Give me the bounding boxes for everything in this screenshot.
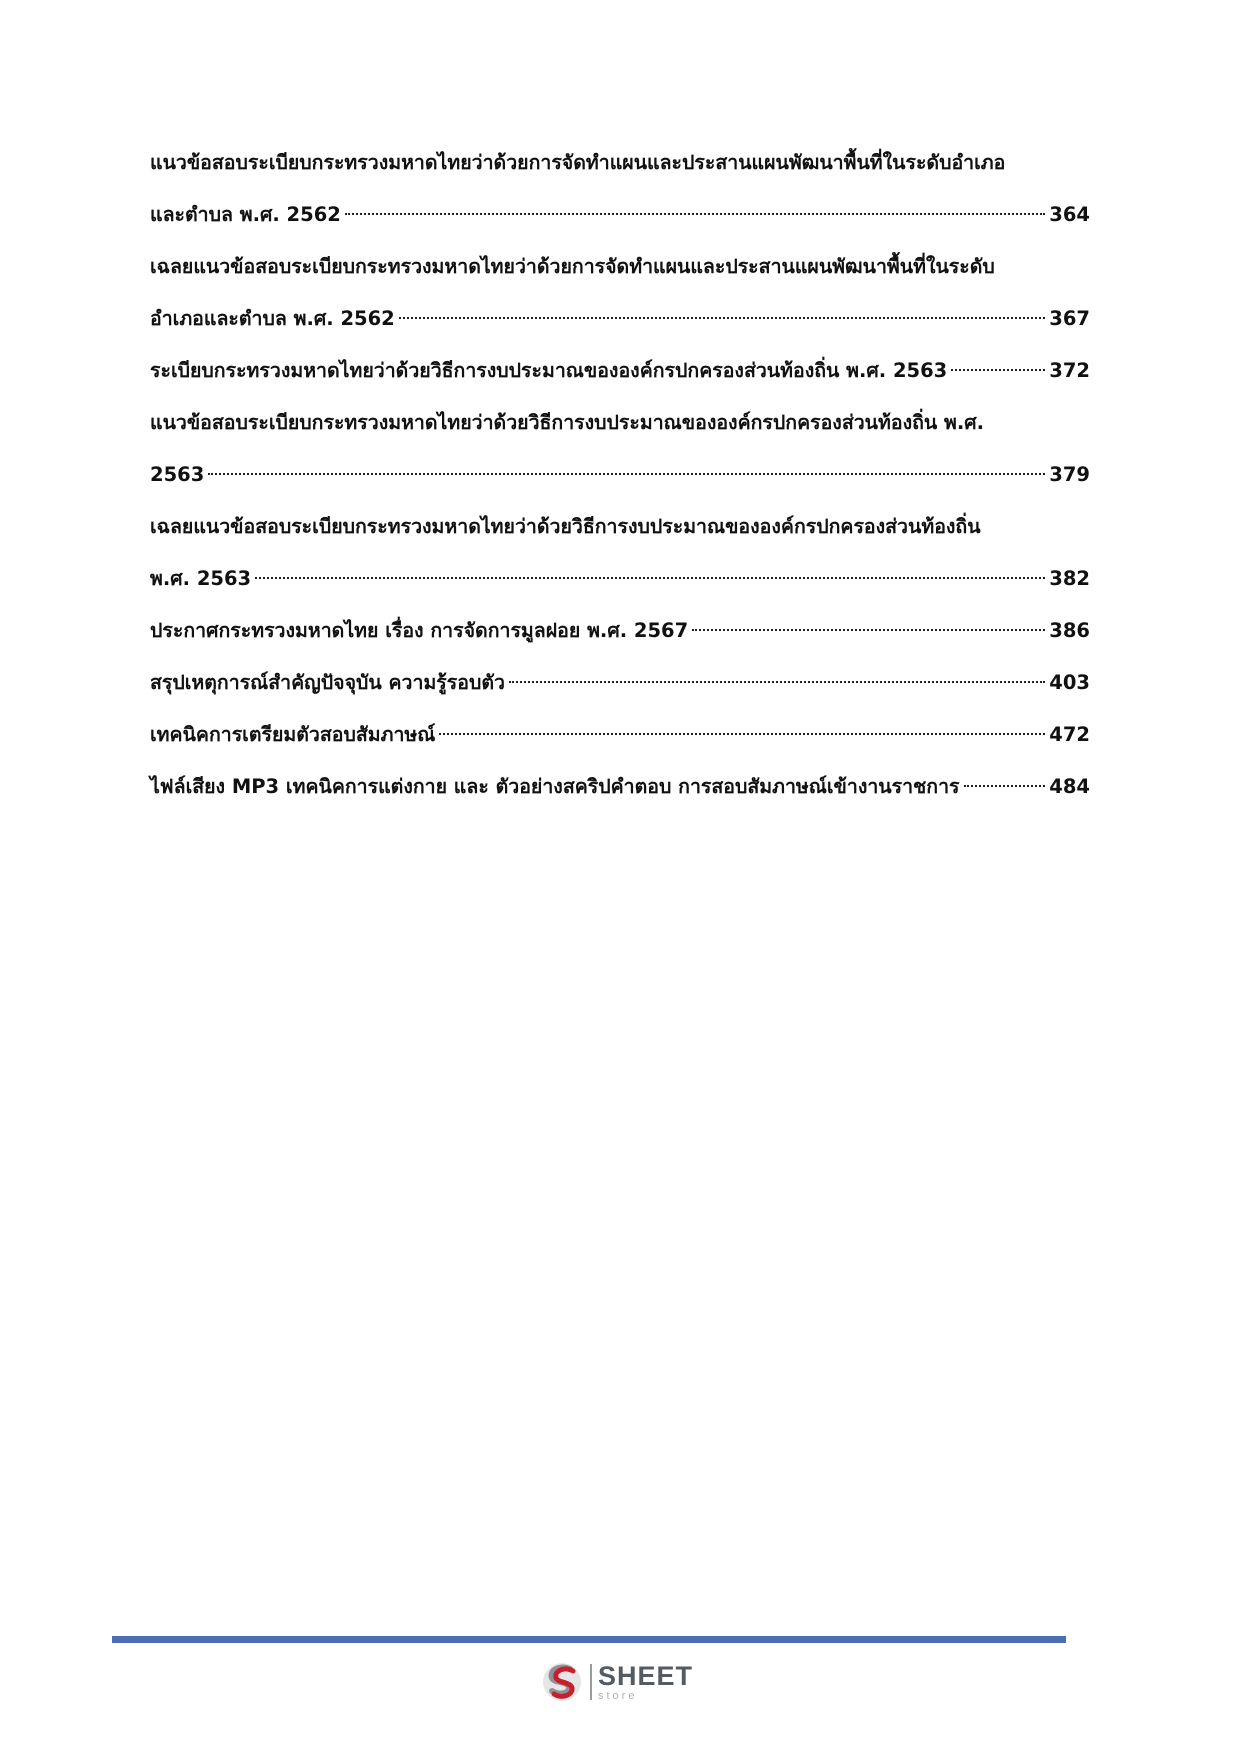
dot-leader — [255, 577, 1045, 579]
toc-line — [150, 146, 1090, 180]
toc-page-number: 386 — [1049, 619, 1090, 642]
toc-line — [150, 250, 1090, 284]
toc-line — [150, 302, 1090, 336]
toc-entry[interactable] — [150, 406, 1090, 492]
toc-line — [150, 562, 1090, 596]
footer-divider — [112, 1636, 1066, 1643]
toc-entry-title: และตำบล พ.ศ. 2562 — [150, 203, 341, 226]
toc-line — [150, 770, 1090, 804]
dot-leader — [509, 681, 1045, 683]
toc-entry-title: แนวข้อสอบระเบียบกระทรวงมหาดไทยว่าด้วยการจัดทำแผนและประสานแผนพัฒนาพื้นที่ในระดับอำเภอ — [150, 151, 1006, 174]
logo-subtext: store — [598, 1689, 638, 1702]
toc-page-number: 367 — [1049, 307, 1090, 330]
toc-entry-title: เฉลยแนวข้อสอบระเบียบกระทรวงมหาดไทยว่าด้วยการจัดทำแผนและประสานแผนพัฒนาพื้นที่ในระดับ — [150, 255, 995, 278]
toc-entry-title: 2563 — [150, 463, 205, 486]
toc-page-number: 372 — [1049, 359, 1090, 382]
toc-page-number: 472 — [1049, 723, 1090, 746]
toc-entry-title: เทคนิคการเตรียมตัวสอบสัมภาษณ์ — [150, 723, 436, 746]
dot-leader — [439, 733, 1045, 735]
dot-leader — [208, 473, 1045, 475]
toc-entry-title: พ.ศ. 2563 — [150, 567, 252, 590]
dot-leader — [345, 213, 1045, 215]
toc-entry[interactable] — [150, 770, 1090, 804]
toc-entry-title: สรุปเหตุการณ์สำคัญปัจจุบัน ความรู้รอบตัว — [150, 671, 505, 694]
toc-entry-title: ระเบียบกระทรวงมหาดไทยว่าด้วยวิธีการงบประมาณขององค์กรปกครองส่วนท้องถิ่น พ.ศ. 2563 — [150, 359, 948, 382]
toc-line — [150, 198, 1090, 232]
toc-entry-title: เฉลยแนวข้อสอบระเบียบกระทรวงมหาดไทยว่าด้วยวิธีการงบประมาณขององค์กรปกครองส่วนท้องถิ่น — [150, 515, 981, 538]
logo-divider — [590, 1664, 592, 1700]
logo-text: SHEET — [598, 1660, 694, 1691]
toc-entry-title: แนวข้อสอบระเบียบกระทรวงมหาดไทยว่าด้วยวิธีการงบประมาณขององค์กรปกครองส่วนท้องถิ่น พ.ศ. — [150, 411, 985, 434]
logo-wordmark — [598, 1660, 694, 1702]
toc-entry[interactable] — [150, 146, 1090, 232]
toc-entry[interactable] — [150, 666, 1090, 700]
toc-page-number: 403 — [1049, 671, 1090, 694]
toc-entry[interactable] — [150, 354, 1090, 388]
toc-entry[interactable] — [150, 510, 1090, 596]
toc-line — [150, 354, 1090, 388]
toc-entry[interactable] — [150, 718, 1090, 752]
toc-entry[interactable] — [150, 250, 1090, 336]
toc-line — [150, 614, 1090, 648]
toc-entry[interactable] — [150, 614, 1090, 648]
dot-leader — [964, 785, 1046, 787]
sheet-store-s-icon — [540, 1660, 584, 1704]
dot-leader — [399, 317, 1046, 319]
toc-line — [150, 458, 1090, 492]
toc-page-number: 382 — [1049, 567, 1090, 590]
toc-line — [150, 406, 1090, 440]
table-of-contents — [150, 146, 1090, 822]
dot-leader — [951, 369, 1045, 371]
toc-page-number: 379 — [1049, 463, 1090, 486]
toc-entry-title: อำเภอและตำบล พ.ศ. 2562 — [150, 307, 395, 330]
toc-page-number: 484 — [1049, 775, 1090, 798]
toc-entry-title: ไฟล์เสียง MP3 เทคนิคการแต่งกาย และ ตัวอย่างสคริปคำตอบ การสอบสัมภาษณ์เข้างานราชการ — [150, 775, 960, 798]
dot-leader — [692, 629, 1045, 631]
sheet-store-logo — [540, 1657, 710, 1707]
toc-line — [150, 510, 1090, 544]
toc-line — [150, 666, 1090, 700]
toc-page-number: 364 — [1049, 203, 1090, 226]
toc-line — [150, 718, 1090, 752]
toc-entry-title: ประกาศกระทรวงมหาดไทย เรื่อง การจัดการมูลฝอย พ.ศ. 2567 — [150, 619, 689, 642]
